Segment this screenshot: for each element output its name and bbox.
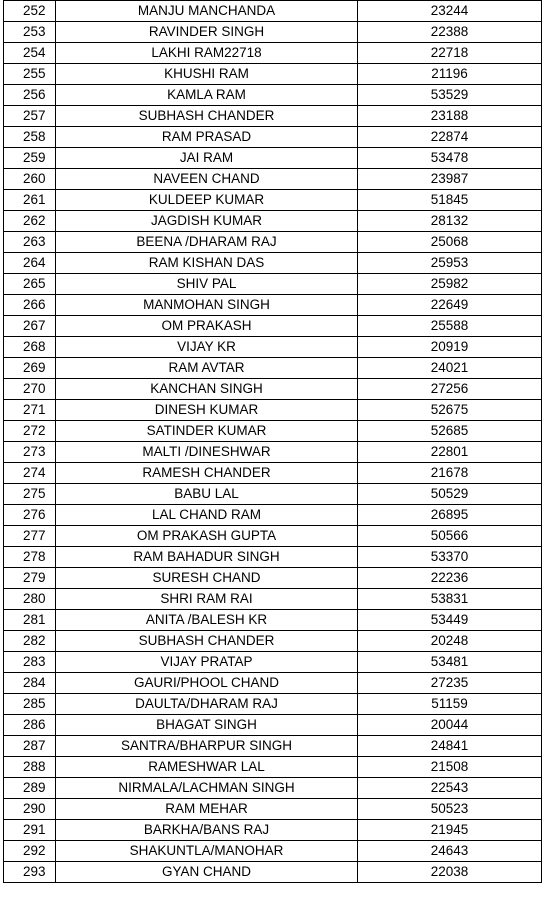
serial-number-cell: 275 bbox=[4, 484, 56, 505]
number-cell: 23987 bbox=[358, 169, 542, 190]
number-cell: 51159 bbox=[358, 694, 542, 715]
table-row bbox=[4, 1, 542, 22]
table-row bbox=[4, 43, 542, 64]
serial-number-cell: 273 bbox=[4, 442, 56, 463]
name-cell: SUBHASH CHANDER bbox=[56, 106, 358, 127]
serial-number-cell: 253 bbox=[4, 22, 56, 43]
serial-number-cell: 282 bbox=[4, 631, 56, 652]
name-cell: NAVEEN CHAND bbox=[56, 169, 358, 190]
table-row bbox=[4, 169, 542, 190]
number-cell: 21508 bbox=[358, 757, 542, 778]
number-cell: 21196 bbox=[358, 64, 542, 85]
table-row bbox=[4, 526, 542, 547]
name-cell: BABU LAL bbox=[56, 484, 358, 505]
number-cell: 27256 bbox=[358, 379, 542, 400]
name-cell: KHUSHI RAM bbox=[56, 64, 358, 85]
name-cell: VIJAY KR bbox=[56, 337, 358, 358]
number-cell: 24643 bbox=[358, 841, 542, 862]
name-cell: SURESH CHAND bbox=[56, 568, 358, 589]
serial-number-cell: 284 bbox=[4, 673, 56, 694]
name-cell: RAM AVTAR bbox=[56, 358, 358, 379]
table-row bbox=[4, 64, 542, 85]
table-row bbox=[4, 316, 542, 337]
number-cell: 50566 bbox=[358, 526, 542, 547]
number-cell: 22801 bbox=[358, 442, 542, 463]
serial-number-cell: 266 bbox=[4, 295, 56, 316]
name-cell: MANJU MANCHANDA bbox=[56, 1, 358, 22]
name-cell: LAKHI RAM22718 bbox=[56, 43, 358, 64]
number-cell: 22236 bbox=[358, 568, 542, 589]
serial-number-cell: 258 bbox=[4, 127, 56, 148]
name-cell: MALTI /DINESHWAR bbox=[56, 442, 358, 463]
serial-number-cell: 274 bbox=[4, 463, 56, 484]
number-cell: 20248 bbox=[358, 631, 542, 652]
serial-number-cell: 290 bbox=[4, 799, 56, 820]
name-cell: OM PRAKASH bbox=[56, 316, 358, 337]
number-cell: 53831 bbox=[358, 589, 542, 610]
table-row bbox=[4, 694, 542, 715]
table-row bbox=[4, 631, 542, 652]
table-row bbox=[4, 673, 542, 694]
name-cell: BARKHA/BANS RAJ bbox=[56, 820, 358, 841]
serial-number-cell: 286 bbox=[4, 715, 56, 736]
table-row bbox=[4, 589, 542, 610]
table-row bbox=[4, 799, 542, 820]
table-row bbox=[4, 757, 542, 778]
number-cell: 23244 bbox=[358, 1, 542, 22]
table-row bbox=[4, 400, 542, 421]
number-cell: 22874 bbox=[358, 127, 542, 148]
serial-number-cell: 255 bbox=[4, 64, 56, 85]
serial-number-cell: 280 bbox=[4, 589, 56, 610]
name-cell: RAM MEHAR bbox=[56, 799, 358, 820]
number-cell: 22038 bbox=[358, 862, 542, 883]
name-cell: DAULTA/DHARAM RAJ bbox=[56, 694, 358, 715]
number-cell: 53449 bbox=[358, 610, 542, 631]
name-cell: SATINDER KUMAR bbox=[56, 421, 358, 442]
serial-number-cell: 279 bbox=[4, 568, 56, 589]
table-row bbox=[4, 484, 542, 505]
serial-number-cell: 268 bbox=[4, 337, 56, 358]
serial-number-cell: 256 bbox=[4, 85, 56, 106]
number-cell: 53478 bbox=[358, 148, 542, 169]
name-cell: JAI RAM bbox=[56, 148, 358, 169]
serial-number-cell: 271 bbox=[4, 400, 56, 421]
table-row bbox=[4, 127, 542, 148]
serial-number-cell: 261 bbox=[4, 190, 56, 211]
table-row bbox=[4, 820, 542, 841]
serial-number-cell: 291 bbox=[4, 820, 56, 841]
table-row bbox=[4, 610, 542, 631]
number-cell: 50523 bbox=[358, 799, 542, 820]
table-row bbox=[4, 379, 542, 400]
serial-number-cell: 287 bbox=[4, 736, 56, 757]
name-cell: GAURI/PHOOL CHAND bbox=[56, 673, 358, 694]
serial-number-cell: 281 bbox=[4, 610, 56, 631]
serial-number-cell: 265 bbox=[4, 274, 56, 295]
serial-number-cell: 270 bbox=[4, 379, 56, 400]
name-cell: MANMOHAN SINGH bbox=[56, 295, 358, 316]
serial-number-cell: 257 bbox=[4, 106, 56, 127]
data-table bbox=[3, 0, 542, 883]
table-row bbox=[4, 715, 542, 736]
table-body bbox=[4, 1, 542, 883]
name-cell: RAM BAHADUR SINGH bbox=[56, 547, 358, 568]
name-cell: VIJAY PRATAP bbox=[56, 652, 358, 673]
number-cell: 23188 bbox=[358, 106, 542, 127]
number-cell: 53370 bbox=[358, 547, 542, 568]
name-cell: SHIV PAL bbox=[56, 274, 358, 295]
name-cell: RAVINDER SINGH bbox=[56, 22, 358, 43]
table-row bbox=[4, 862, 542, 883]
number-cell: 22718 bbox=[358, 43, 542, 64]
table-row bbox=[4, 106, 542, 127]
name-cell: RAM PRASAD bbox=[56, 127, 358, 148]
serial-number-cell: 285 bbox=[4, 694, 56, 715]
name-cell: ANITA /BALESH KR bbox=[56, 610, 358, 631]
serial-number-cell: 292 bbox=[4, 841, 56, 862]
number-cell: 25068 bbox=[358, 232, 542, 253]
name-cell: BEENA /DHARAM RAJ bbox=[56, 232, 358, 253]
name-cell: SHRI RAM RAI bbox=[56, 589, 358, 610]
number-cell: 53529 bbox=[358, 85, 542, 106]
table-row bbox=[4, 337, 542, 358]
table-row bbox=[4, 547, 542, 568]
table-row bbox=[4, 190, 542, 211]
serial-number-cell: 260 bbox=[4, 169, 56, 190]
serial-number-cell: 289 bbox=[4, 778, 56, 799]
table-row bbox=[4, 295, 542, 316]
table-row bbox=[4, 421, 542, 442]
serial-number-cell: 269 bbox=[4, 358, 56, 379]
name-cell: KANCHAN SINGH bbox=[56, 379, 358, 400]
serial-number-cell: 264 bbox=[4, 253, 56, 274]
number-cell: 24841 bbox=[358, 736, 542, 757]
name-cell: SUBHASH CHANDER bbox=[56, 631, 358, 652]
number-cell: 28132 bbox=[358, 211, 542, 232]
table-row bbox=[4, 463, 542, 484]
number-cell: 21945 bbox=[358, 820, 542, 841]
serial-number-cell: 254 bbox=[4, 43, 56, 64]
table-row bbox=[4, 652, 542, 673]
number-cell: 25953 bbox=[358, 253, 542, 274]
name-cell: JAGDISH KUMAR bbox=[56, 211, 358, 232]
number-cell: 51845 bbox=[358, 190, 542, 211]
table-row bbox=[4, 211, 542, 232]
table-row bbox=[4, 442, 542, 463]
number-cell: 25588 bbox=[358, 316, 542, 337]
name-cell: LAL CHAND RAM bbox=[56, 505, 358, 526]
number-cell: 22649 bbox=[358, 295, 542, 316]
number-cell: 27235 bbox=[358, 673, 542, 694]
number-cell: 22388 bbox=[358, 22, 542, 43]
serial-number-cell: 288 bbox=[4, 757, 56, 778]
name-cell: RAMESHWAR LAL bbox=[56, 757, 358, 778]
serial-number-cell: 278 bbox=[4, 547, 56, 568]
number-cell: 20044 bbox=[358, 715, 542, 736]
number-cell: 26895 bbox=[358, 505, 542, 526]
number-cell: 20919 bbox=[358, 337, 542, 358]
name-cell: OM PRAKASH GUPTA bbox=[56, 526, 358, 547]
name-cell: NIRMALA/LACHMAN SINGH bbox=[56, 778, 358, 799]
serial-number-cell: 252 bbox=[4, 1, 56, 22]
serial-number-cell: 293 bbox=[4, 862, 56, 883]
number-cell: 24021 bbox=[358, 358, 542, 379]
serial-number-cell: 259 bbox=[4, 148, 56, 169]
number-cell: 21678 bbox=[358, 463, 542, 484]
table-row bbox=[4, 232, 542, 253]
serial-number-cell: 263 bbox=[4, 232, 56, 253]
number-cell: 52685 bbox=[358, 421, 542, 442]
table-row bbox=[4, 148, 542, 169]
serial-number-cell: 272 bbox=[4, 421, 56, 442]
table-row bbox=[4, 253, 542, 274]
table-row bbox=[4, 736, 542, 757]
serial-number-cell: 283 bbox=[4, 652, 56, 673]
number-cell: 50529 bbox=[358, 484, 542, 505]
number-cell: 22543 bbox=[358, 778, 542, 799]
table-row bbox=[4, 274, 542, 295]
serial-number-cell: 267 bbox=[4, 316, 56, 337]
table-row bbox=[4, 778, 542, 799]
table-row bbox=[4, 358, 542, 379]
serial-number-cell: 276 bbox=[4, 505, 56, 526]
name-cell: BHAGAT SINGH bbox=[56, 715, 358, 736]
name-cell: SANTRA/BHARPUR SINGH bbox=[56, 736, 358, 757]
number-cell: 52675 bbox=[358, 400, 542, 421]
name-cell: RAMESH CHANDER bbox=[56, 463, 358, 484]
name-cell: GYAN CHAND bbox=[56, 862, 358, 883]
name-cell: DINESH KUMAR bbox=[56, 400, 358, 421]
name-cell: SHAKUNTLA/MANOHAR bbox=[56, 841, 358, 862]
number-cell: 25982 bbox=[358, 274, 542, 295]
serial-number-cell: 277 bbox=[4, 526, 56, 547]
table-row bbox=[4, 85, 542, 106]
table-row bbox=[4, 568, 542, 589]
table-row bbox=[4, 505, 542, 526]
table-row bbox=[4, 22, 542, 43]
number-cell: 53481 bbox=[358, 652, 542, 673]
name-cell: KULDEEP KUMAR bbox=[56, 190, 358, 211]
serial-number-cell: 262 bbox=[4, 211, 56, 232]
table-row bbox=[4, 841, 542, 862]
name-cell: KAMLA RAM bbox=[56, 85, 358, 106]
name-cell: RAM KISHAN DAS bbox=[56, 253, 358, 274]
